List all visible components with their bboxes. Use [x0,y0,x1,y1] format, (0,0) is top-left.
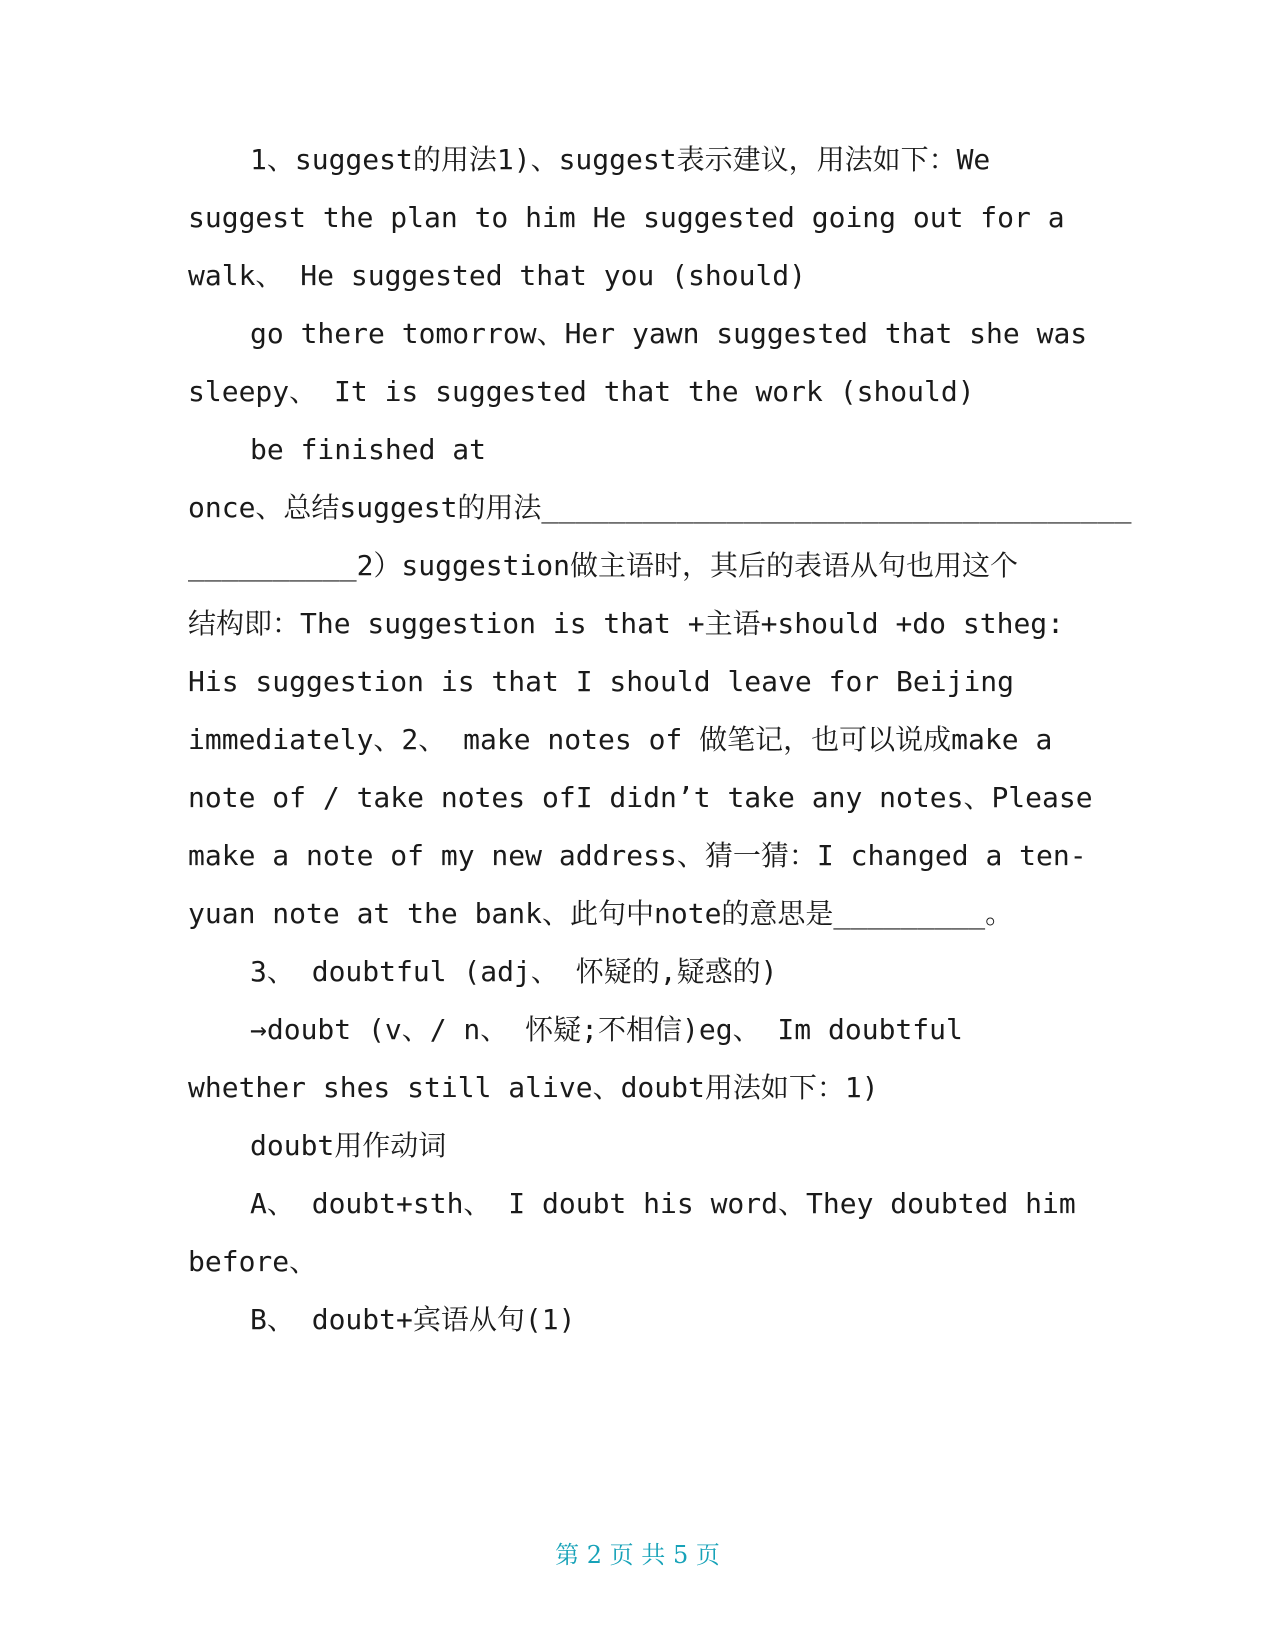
text-line: A、 doubt+sth、 I doubt his word、They doubted him [250,1187,1076,1220]
text-line: doubt用作动词 [250,1129,447,1162]
text-line: be finished at [250,433,487,466]
text-line: note of / take notes ofI didn’t take any notes、Please [188,781,1093,814]
text-line: __________2）suggestion做主语时，其后的表语从句也用这个 [188,549,1019,582]
text-line: whether shes still alive、doubt用法如下：1) [188,1071,879,1104]
text-line: once、总结suggest的用法___________________________________ [188,491,1132,524]
text-line: make a note of my new address、猜一猜：I changed a ten- [188,839,1087,872]
text-line: sleepy、 It is suggested that the work (should) [188,375,975,408]
text-line: His suggestion is that I should leave for Beijing [188,665,1015,698]
text-line: walk、 He suggested that you (should) [188,259,807,292]
text-line: →doubt (v、/ n、 怀疑;不相信)eg、 Im doubtful [250,1013,963,1046]
text-line: before、 [188,1245,318,1278]
text-line: 结构即：The suggestion is that +主语+should +do stheg: [188,607,1065,640]
page-number-footer: 第 2 页 共 5 页 [555,1541,720,1569]
text-line: go there tomorrow、Her yawn suggested that she was [250,317,1088,350]
text-line: immediately、2、 make notes of 做笔记，也可以说成make a [188,723,1053,756]
text-line: 3、 doubtful (adj、 怀疑的,疑惑的) [250,955,778,988]
text-line: suggest the plan to him He suggested going out for a [188,201,1065,234]
text-line: 1、suggest的用法1)、suggest表示建议，用法如下：We [250,143,991,176]
text-line: B、 doubt+宾语从句(1) [250,1303,576,1336]
text-line: yuan note at the bank、此句中note的意思是_________。 [188,897,1014,930]
